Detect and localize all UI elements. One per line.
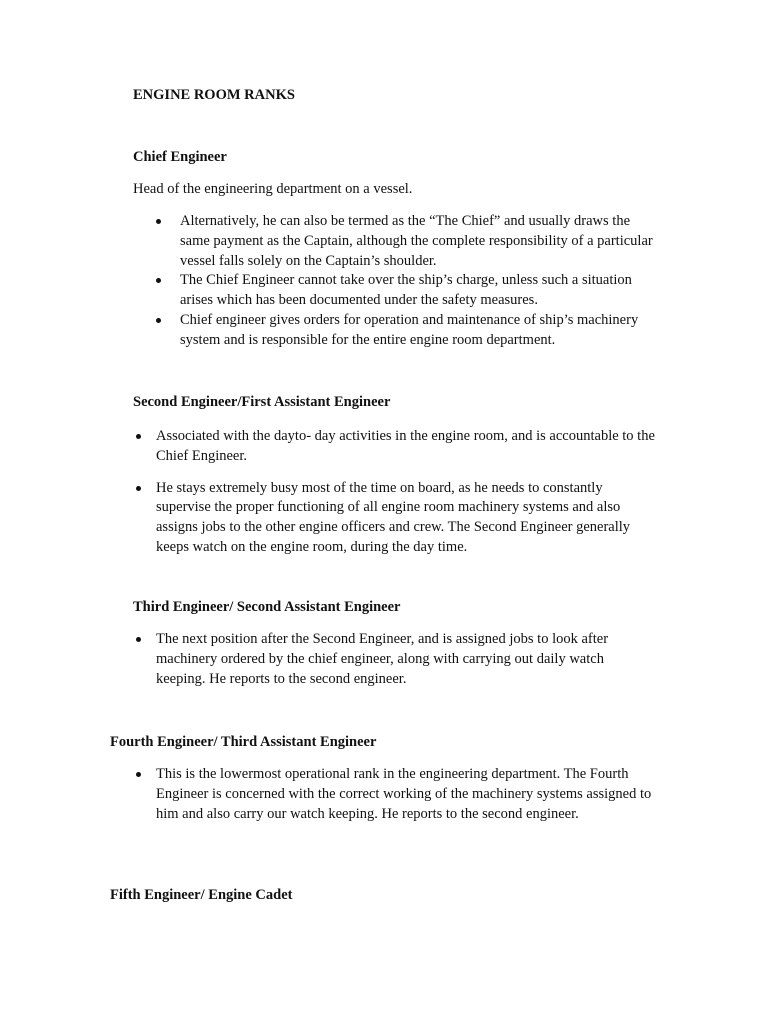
section-heading-fifth-engineer: Fifth Engineer/ Engine Cadet xyxy=(110,887,293,903)
section-heading-chief-engineer: Chief Engineer xyxy=(133,149,227,165)
bullet-icon xyxy=(136,434,141,439)
list-item-text: The Chief Engineer cannot take over the ship’s charge, unless such a situation arises which has been documented under the safety measures. xyxy=(180,272,632,309)
list-item xyxy=(133,479,658,558)
list-item-text: Chief engineer gives orders for operation and maintenance of ship’s machinery system and is responsible for the entire engine room department. xyxy=(180,311,639,348)
section-intro-chief-engineer: Head of the engineering department on a vessel. xyxy=(133,181,413,197)
section-heading-fourth-engineer: Fourth Engineer/ Third Assistant Engineer xyxy=(110,734,377,750)
list-item-text: Associated with the dayto- day activities in the engine room, and is accountable to the Chief Engineer. xyxy=(156,428,655,464)
bullet-icon xyxy=(136,772,141,777)
list-item xyxy=(156,311,654,351)
bullet-icon xyxy=(156,318,161,323)
bullet-icon xyxy=(136,486,141,491)
bullet-icon xyxy=(156,219,161,224)
bullet-list-second-engineer xyxy=(133,427,658,558)
section-heading-second-engineer: Second Engineer/First Assistant Engineer xyxy=(133,394,391,410)
list-item xyxy=(133,427,658,467)
section-heading-third-engineer: Third Engineer/ Second Assistant Engineer xyxy=(133,599,401,615)
bullet-icon xyxy=(156,278,161,283)
list-item xyxy=(156,212,654,271)
list-item xyxy=(133,765,663,824)
document-title: ENGINE ROOM RANKS xyxy=(133,87,295,103)
list-item-text: Alternatively, he can also be termed as the “The Chief” and usually draws the same payment as the Captain, although the complete responsibility of a particular vessel falls solely on the Captain’s shoulder. xyxy=(180,213,653,269)
list-item xyxy=(156,271,654,311)
list-item-text: The next position after the Second Engineer, and is assigned jobs to look after machinery ordered by the chief engineer, along with carrying out daily watch keeping. He reports to the second engineer. xyxy=(156,631,609,687)
list-item xyxy=(133,630,645,689)
list-item-text: This is the lowermost operational rank in the engineering department. The Fourth Engineer is concerned with the correct working of the machinery systems assigned to him and also carry our watch keeping. He reports to the second engineer. xyxy=(156,766,652,822)
bullet-icon xyxy=(136,637,141,642)
list-item-text: He stays extremely busy most of the time on board, as he needs to constantly supervise the proper functioning of all engine room machinery systems and also assigns jobs to the other engine officers and crew. The Second Engineer generally keeps watch on the engine room, during the day time. xyxy=(156,479,631,555)
bullet-list-fourth-engineer xyxy=(133,765,663,824)
bullet-list-chief-engineer xyxy=(156,212,654,351)
bullet-list-third-engineer xyxy=(133,630,645,689)
